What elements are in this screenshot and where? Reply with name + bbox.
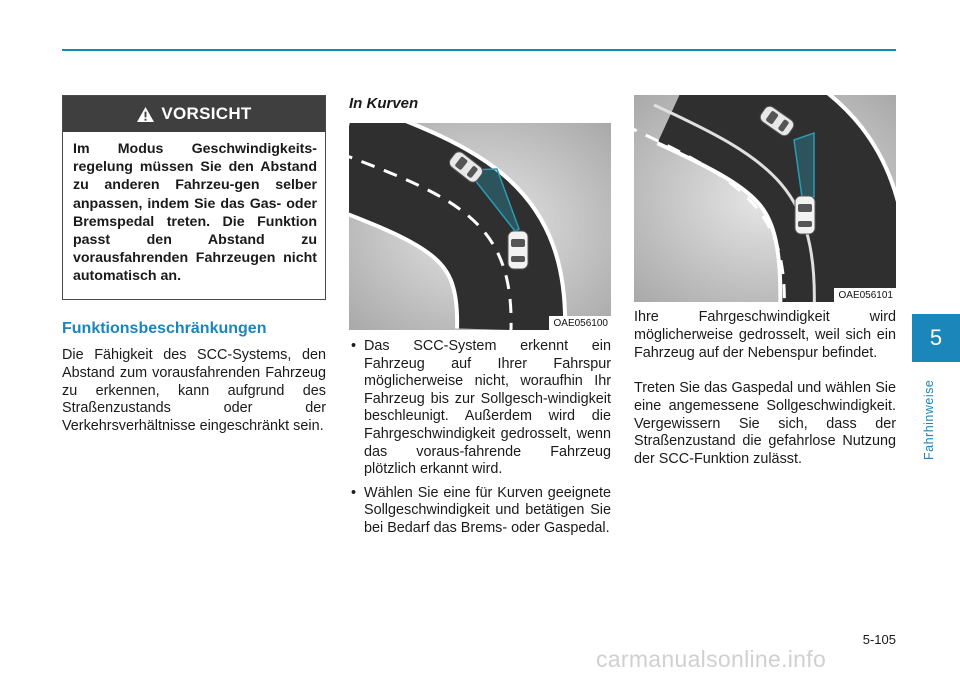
section-title-limits: Funktionsbeschränkungen <box>62 320 267 337</box>
adjacent-paragraph-2: Treten Sie das Gaspedal und wählen Sie eine angemessene Sollgeschwindigkeit. Vergewissern Sie sich, dass der Straßenzustand die gefahrlose Nutzung der SCC-Funktion zulässt. <box>634 380 896 468</box>
curve-figure <box>349 123 611 330</box>
figure-code: OAE056100 <box>549 316 612 330</box>
subsection-title-curves: In Kurven <box>349 95 419 112</box>
caution-box <box>62 95 326 300</box>
watermark: carmanualsonline.info <box>596 646 827 672</box>
figure-code: OAE056101 <box>834 288 897 302</box>
top-rule <box>62 49 896 51</box>
own-car <box>508 231 528 269</box>
adjacent-paragraph-1: Ihre Fahrgeschwindigkeit wird möglicherweise gedrosselt, weil sich ein Fahrzeug auf der Nebenspur befindet. <box>634 309 896 361</box>
caution-text: Im Modus Geschwindigkeits-regelung müssen Sie den Abstand zu anderen Fahrzeu-gen selber anpassen, indem Sie das Gas- oder Bremspedal treten. Die Funktion passt den Abstand zu vorausfahrenden Fahrzeugen nicht automatisch an. <box>73 141 317 285</box>
curve-bullet-list <box>349 338 611 544</box>
adjacent-lane-figure <box>634 95 896 302</box>
page-number: 5-105 <box>862 632 896 647</box>
caution-title: VORSICHT <box>161 104 252 123</box>
caution-header <box>63 96 325 132</box>
limits-paragraph: Die Fähigkeit des SCC-Systems, den Abstand zum vorausfahrenden Fahrzeug zu erkennen, kann aufgrund des Straßenzustands oder der Verkehrsverhältnisse eingeschränkt sein. <box>62 347 326 435</box>
warning-triangle-icon <box>136 106 155 123</box>
list-item: • Wählen Sie eine für Kurven geeignete Sollgeschwindigkeit und betätigen Sie bei Bedarf das Brems- oder Gaspedal. <box>349 485 611 538</box>
list-item: • Das SCC-System erkennt ein Fahrzeug auf Ihrer Fahrspur möglicherweise nicht, woraufhin Ihr Fahrzeug bis zur Sollgesch-windigkeit beschleunigt. Außerdem wird die Fahrgeschwindigkeit gedrosselt, wenn das voraus-fahrende Fahrzeug plötzlich erkannt wird. <box>349 338 611 479</box>
own-car <box>795 196 815 234</box>
chapter-tab: 5 <box>912 314 960 362</box>
chapter-label: Fahrhinweise <box>922 379 936 460</box>
